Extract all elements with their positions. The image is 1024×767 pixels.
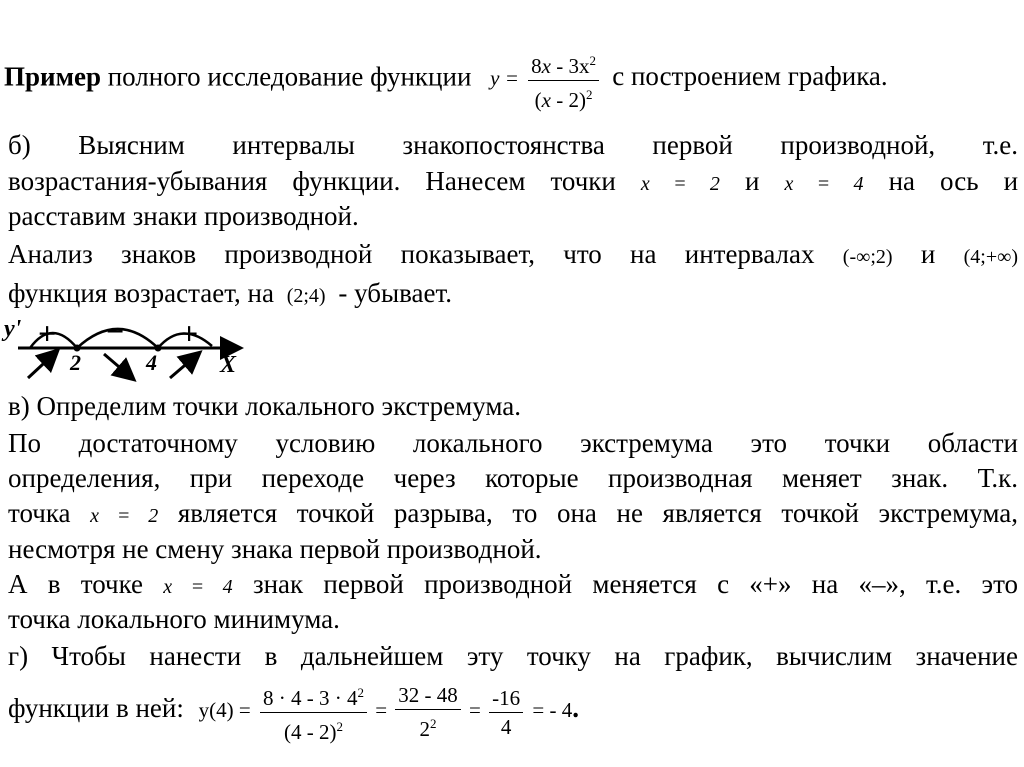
- equals-2: =: [469, 698, 481, 722]
- point-x2: x = 2: [640, 173, 720, 195]
- arrow-down-middle: [104, 354, 132, 378]
- point-x4: x = 4: [784, 173, 864, 195]
- part-v-line1: в) Определим точки локального экстремума.: [8, 391, 521, 421]
- part-b-line3: расставим знаки производной.: [8, 201, 359, 231]
- part-g-line2: функции в ней: y(4) = $\frac{8 \cdot 4 - 3 \cdot 4^2}{(4 - 2)^2}$ = $\frac{32 - 48}{2^2}$ = $\frac{-16}{4}$ = - 4.: [8, 678, 579, 745]
- arrow-up-left: [28, 352, 56, 378]
- title-text: полного исследование функции: [100, 61, 472, 92]
- part-v-line2: По достаточному условию локального экстремума это точки области: [8, 428, 1018, 458]
- equals-1: =: [375, 698, 388, 722]
- part-b-line5: функция возрастает, на (2;4) - убывает.: [8, 278, 452, 308]
- x-axis-label: X: [220, 352, 237, 378]
- y-prime-label: y': [4, 316, 22, 342]
- part-v-line3: определения, при переходе через которые производная меняет знак. Т.к.: [8, 463, 1018, 493]
- part-v-line4: точка x = 2 является точкой разрыва, то она не является точкой экстремума,: [8, 498, 1019, 528]
- sign-plus-left: +: [38, 315, 57, 351]
- part-v-line6: А в точке x = 4 знак первой производной меняется с «+» на «–», т.е. это: [8, 569, 1019, 599]
- fraction-1: $\frac{8 \cdot 4 - 3 \cdot 4^2}{(4 - 2)^2}$: [260, 680, 367, 745]
- func-lhs: y =: [490, 66, 519, 91]
- title-bold: Пример: [4, 61, 101, 92]
- point-label-4: 4: [146, 350, 157, 375]
- result: = - 4: [532, 698, 573, 722]
- part-g-line1: г) Чтобы нанести в дальнейшем эту точку на график, вычислим значение: [8, 641, 1018, 671]
- func-denominator: (x - 2)$^2$: [534, 87, 593, 112]
- interval-2: (4;+∞): [963, 246, 1019, 268]
- interval-3: (2;4): [286, 285, 326, 307]
- point-x2-break: x = 2: [90, 505, 159, 527]
- point-label-2: 2: [70, 350, 81, 375]
- title-line: [4, 48, 888, 113]
- func-fraction: [528, 48, 599, 113]
- point-x4-min: x = 4: [163, 576, 233, 598]
- derivative-sign-diagram: [0, 312, 260, 384]
- function-formula: [490, 53, 604, 112]
- part-v-line7: точка локального минимума.: [8, 604, 340, 634]
- y4-computation: y(4) = $\frac{8 \cdot 4 - 3 \cdot 4^2}{(4 - 2)^2}$ = $\frac{32 - 48}{2^2}$ = $\frac{-16}{4}$ = - 4.: [199, 698, 579, 722]
- func-numerator: $8x - 3x^2$: [528, 48, 599, 81]
- sign-plus-right: +: [180, 315, 199, 351]
- interval-1: (-∞;2): [842, 246, 893, 268]
- part-b-line2: возрастания-убывания функции. Нанесем точки x = 2 и x = 4 на ось и: [8, 166, 1019, 196]
- title-suffix: с построением графика.: [612, 61, 888, 92]
- part-b-line4: Анализ знаков производной показывает, что на интервалах (-∞;2) и (4;+∞): [8, 239, 1019, 269]
- sign-minus: −: [106, 313, 125, 349]
- fraction-2: $\frac{32 - 48}{2^2}$: [395, 682, 461, 742]
- part-b-line1: б) Выясним интервалы знакопостоянства первой производной, т.е.: [8, 130, 1018, 160]
- final-dot: .: [572, 693, 579, 723]
- part-v-line5: несмотря не смену знака первой производной.: [8, 534, 542, 564]
- arrow-up-right: [170, 354, 198, 378]
- fraction-3: $\frac{-16}{4}$: [489, 685, 523, 740]
